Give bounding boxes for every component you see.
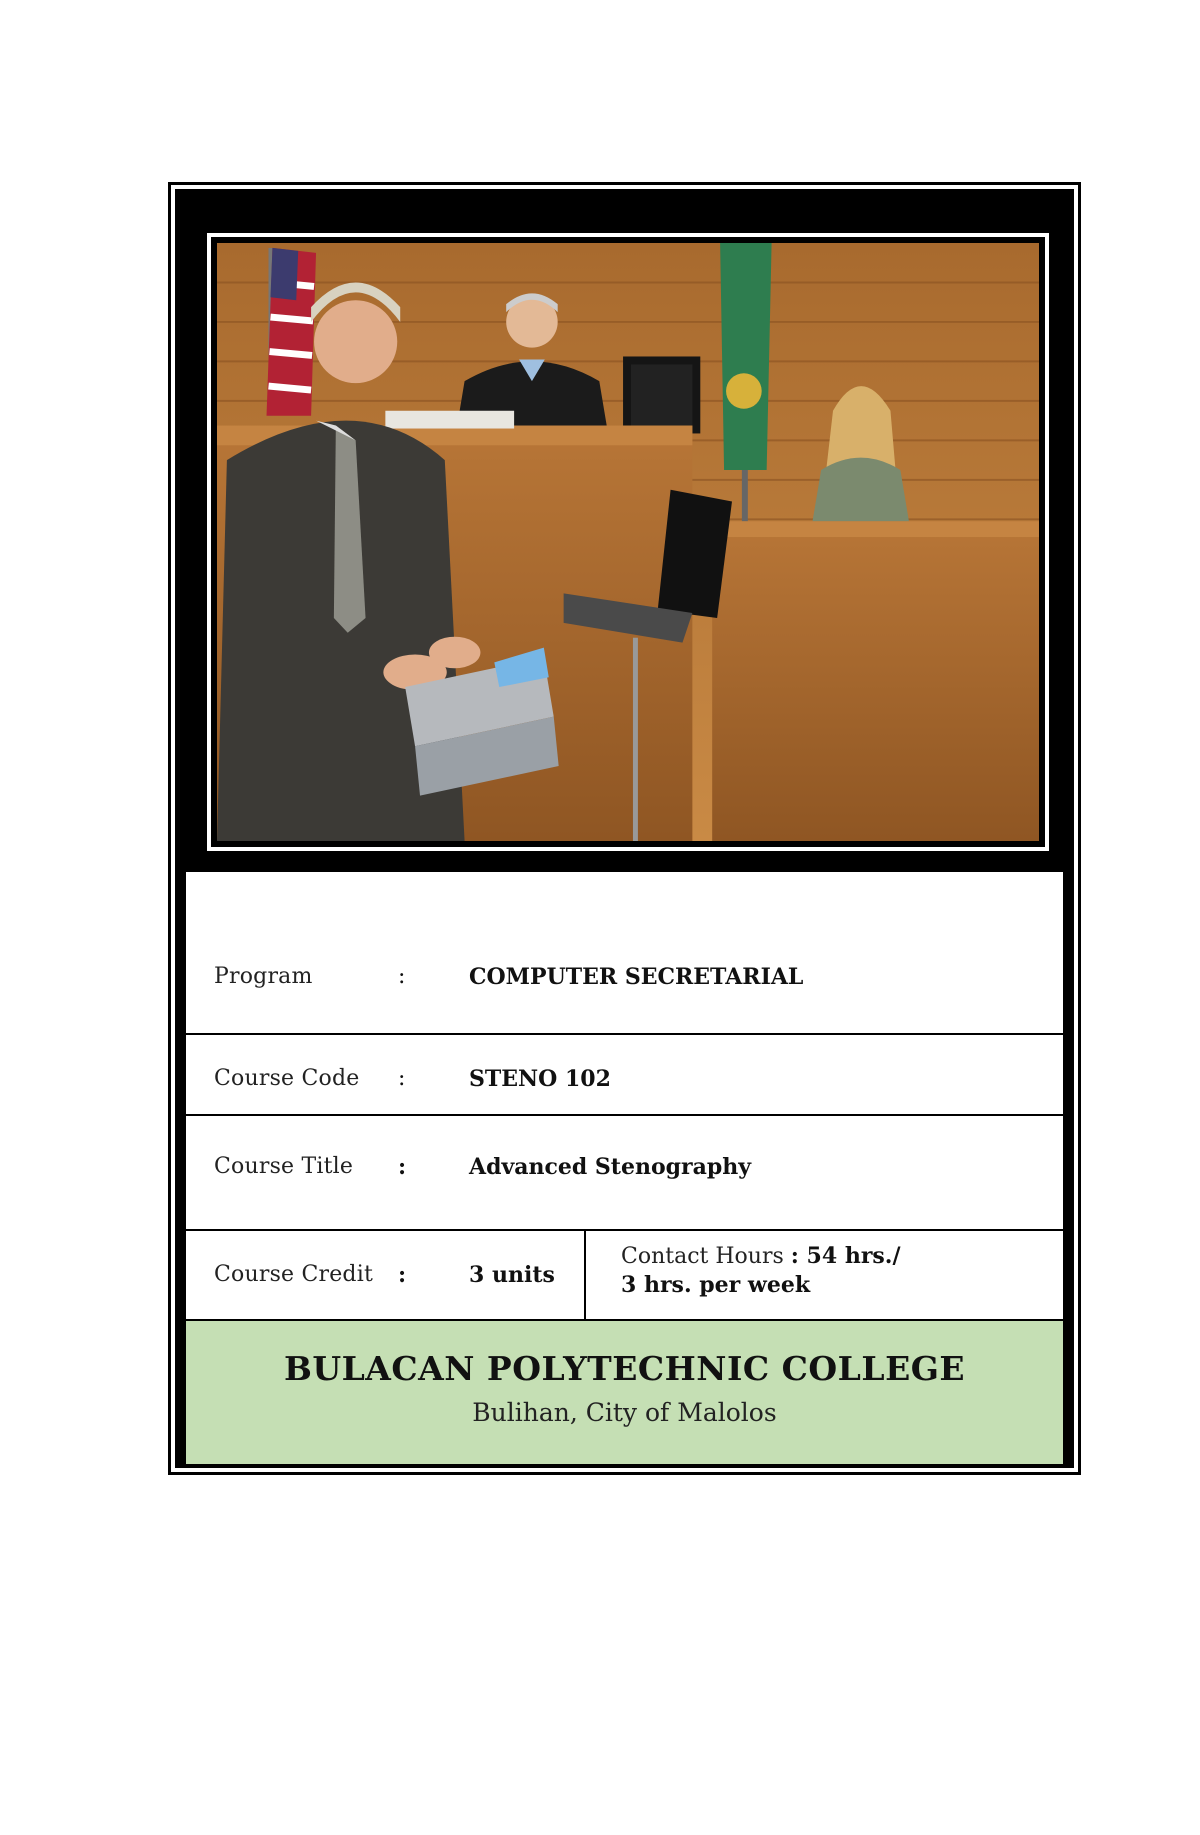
course-info-table — [186, 872, 1063, 1464]
card-inner-frame — [175, 189, 1074, 1468]
credit-divider — [584, 1231, 586, 1319]
contact-hours — [621, 1242, 901, 1299]
course-title-value: Advanced Stenography — [469, 1154, 752, 1180]
contact-hours-weekly: 3 hrs. per week — [621, 1272, 811, 1298]
course-title-colon: : — [398, 1154, 407, 1180]
courtroom-photo — [217, 243, 1039, 841]
course-credit-row — [186, 1231, 1063, 1321]
course-title-label: Course Title — [214, 1154, 354, 1179]
school-address: Bulihan, City of Malolos — [472, 1398, 777, 1427]
course-code-colon: : — [398, 1066, 406, 1091]
course-cover-card — [168, 182, 1081, 1475]
school-name: BULACAN POLYTECHNIC COLLEGE — [283, 1349, 966, 1388]
course-code-row — [186, 1035, 1063, 1116]
photo-frame — [207, 233, 1049, 851]
contact-hours-label: Contact Hours — [621, 1244, 784, 1269]
courtroom-illustration — [217, 243, 1039, 841]
program-row — [186, 872, 1063, 1035]
program-label: Program — [214, 964, 313, 989]
course-credit-colon: : — [398, 1262, 407, 1288]
course-code-value: STENO 102 — [469, 1066, 611, 1092]
course-code-label: Course Code — [214, 1066, 360, 1091]
course-credit-value: 3 units — [469, 1262, 555, 1288]
course-title-row — [186, 1116, 1063, 1231]
school-footer — [186, 1321, 1063, 1464]
contact-hours-value: : 54 hrs./ — [790, 1243, 901, 1269]
course-credit-label: Course Credit — [214, 1262, 373, 1287]
program-value: COMPUTER SECRETARIAL — [469, 964, 804, 990]
program-colon: : — [398, 964, 406, 989]
